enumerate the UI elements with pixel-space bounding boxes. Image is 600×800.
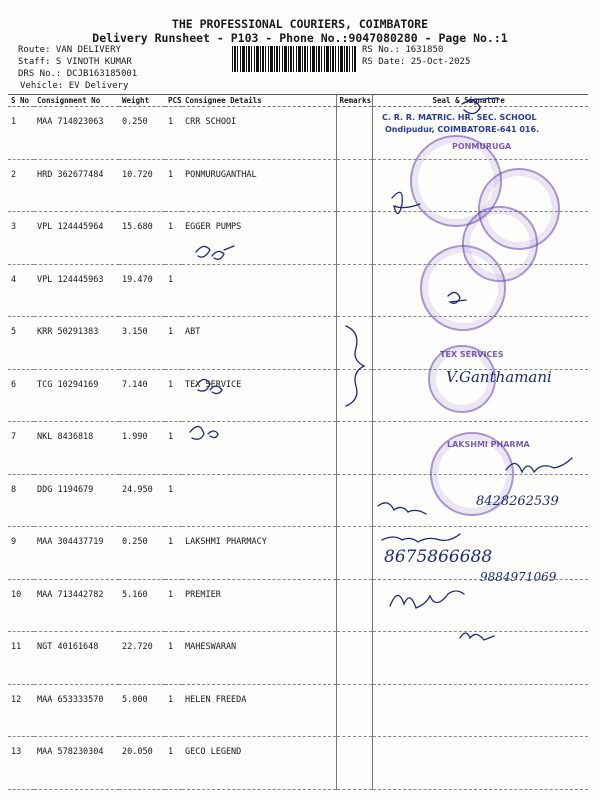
cell-consignment: DDG 1194679: [34, 474, 119, 527]
cell-consignee: PREMIER: [182, 579, 336, 632]
route-label: Route: VAN DELIVERY: [18, 45, 121, 55]
cell-weight: 15.680: [119, 212, 165, 265]
cell-weight: 5.000: [119, 684, 165, 737]
cell-seal: [372, 632, 588, 685]
stamp-lakshmi-text: LAKSHMI PHARMA: [447, 440, 530, 449]
cell-weight: 7.140: [119, 369, 165, 422]
school-seal-line2: Ondipudur, COIMBATORE-641 016.: [385, 125, 540, 134]
cell-pcs: 1: [165, 684, 182, 737]
cell-pcs: 1: [165, 212, 182, 265]
signature-vg: V.Ganthamani: [446, 368, 552, 386]
cell-sno: 9: [8, 527, 34, 580]
cell-consignee: HELEN FREEDA: [182, 684, 336, 737]
cell-sno: 10: [8, 579, 34, 632]
cell-weight: 5.160: [119, 579, 165, 632]
cell-consignment: KRR 50291383: [34, 317, 119, 370]
cell-consignment: NGT 40161648: [34, 632, 119, 685]
cell-remarks: [336, 264, 372, 317]
cell-consignment: TCG 10294169: [34, 369, 119, 422]
cell-pcs: 1: [165, 632, 182, 685]
cell-sno: 6: [8, 369, 34, 422]
vehicle-label: Vehicle: EV Delivery: [20, 81, 129, 91]
cell-sno: 12: [8, 684, 34, 737]
runsheet-subtitle: Delivery Runsheet - P103 - Phone No.:9047080280 - Page No.:1: [92, 31, 508, 45]
cell-pcs: 1: [165, 159, 182, 212]
cell-remarks: [336, 317, 372, 370]
cell-weight: 10.720: [119, 159, 165, 212]
cell-sno: 2: [8, 159, 34, 212]
cell-remarks: [336, 107, 372, 160]
table-row: [8, 317, 588, 370]
cell-consignment: VPL 124445964: [34, 212, 119, 265]
cell-pcs: 1: [165, 369, 182, 422]
cell-pcs: 1: [165, 422, 182, 475]
school-seal-line1: C. R. R. MATRIC. HR. SEC. SCHOOL: [382, 113, 537, 122]
cell-consignee: GECO LEGEND: [182, 737, 336, 790]
drs-label: DRS No.: DCJB163185001: [18, 69, 138, 79]
cell-consignment: HRD 362677484: [34, 159, 119, 212]
staff-label: Staff: S VINOTH KUMAR: [18, 57, 132, 67]
cell-sno: 1: [8, 107, 34, 160]
table-row: [8, 737, 588, 790]
cell-sno: 11: [8, 632, 34, 685]
cell-consignment: MAA 714023063: [34, 107, 119, 160]
cell-remarks: [336, 684, 372, 737]
table-row: [8, 632, 588, 685]
stamp-ponmuruga-text: PONMURUGA: [452, 142, 512, 151]
cell-sno: 13: [8, 737, 34, 790]
cell-pcs: 1: [165, 317, 182, 370]
table-row: [8, 684, 588, 737]
cell-consignee: MAHESWARAN: [182, 632, 336, 685]
cell-consignment: MAA 304437719: [34, 527, 119, 580]
cell-remarks: [336, 527, 372, 580]
cell-sno: 5: [8, 317, 34, 370]
stamp-tex-text: TEX SERVICES: [440, 350, 504, 359]
cell-consignee: [182, 474, 336, 527]
cell-consignment: MAA 578230304: [34, 737, 119, 790]
col-consignment: Consignment No: [34, 95, 119, 107]
cell-consignee: [182, 422, 336, 475]
rs-number: RS No.: 1631850: [362, 45, 444, 55]
cell-seal: [372, 579, 588, 632]
cell-pcs: 1: [165, 264, 182, 317]
col-pcs: PCS: [165, 95, 182, 107]
cell-consignee: [182, 264, 336, 317]
cell-seal: [372, 684, 588, 737]
cell-sno: 4: [8, 264, 34, 317]
cell-consignee: TEX SERVICE: [182, 369, 336, 422]
cell-weight: 0.250: [119, 107, 165, 160]
cell-pcs: 1: [165, 737, 182, 790]
cell-weight: 24.950: [119, 474, 165, 527]
stamp-abt: [420, 245, 506, 331]
cell-seal: [372, 737, 588, 790]
cell-remarks: [336, 632, 372, 685]
cell-consignment: VPL 124445963: [34, 264, 119, 317]
handwritten-phone-1: 8428262539: [476, 494, 559, 509]
cell-sno: 7: [8, 422, 34, 475]
cell-weight: 1.990: [119, 422, 165, 475]
cell-consignment: MAA 713442782: [34, 579, 119, 632]
cell-weight: 0.250: [119, 527, 165, 580]
cell-weight: 3.150: [119, 317, 165, 370]
cell-consignee: ABT: [182, 317, 336, 370]
cell-pcs: 1: [165, 579, 182, 632]
cell-pcs: 1: [165, 527, 182, 580]
cell-consignee: LAKSHMI PHARMACY: [182, 527, 336, 580]
cell-remarks: [336, 159, 372, 212]
rs-date: RS Date: 25-Oct-2025: [362, 57, 471, 67]
cell-weight: 22.720: [119, 632, 165, 685]
cell-sno: 8: [8, 474, 34, 527]
col-remarks: Remarks: [336, 95, 372, 107]
cell-pcs: 1: [165, 107, 182, 160]
cell-consignee: PONMURUGANTHAL: [182, 159, 336, 212]
cell-remarks: [336, 212, 372, 265]
cell-consignment: NKL 8436818: [34, 422, 119, 475]
cell-weight: 20.050: [119, 737, 165, 790]
cell-consignee: EGGER PUMPS: [182, 212, 336, 265]
cell-remarks: [336, 579, 372, 632]
cell-remarks: [336, 474, 372, 527]
col-seal: Seal & Signature: [372, 95, 588, 107]
cell-remarks: [336, 369, 372, 422]
cell-consignee: CRR SCHOOI: [182, 107, 336, 160]
table-row: [8, 579, 588, 632]
col-weight: Weight: [119, 95, 165, 107]
table-header-row: [8, 95, 588, 107]
handwritten-phone-2: 8675866688: [384, 547, 493, 567]
cell-remarks: [336, 737, 372, 790]
cell-consignment: MAA 653333570: [34, 684, 119, 737]
cell-weight: 19.470: [119, 264, 165, 317]
company-title: THE PROFESSIONAL COURIERS, COIMBATORE: [171, 17, 429, 31]
handwritten-phone-3: 9884971069: [480, 570, 557, 584]
cell-pcs: 1: [165, 474, 182, 527]
cell-sno: 3: [8, 212, 34, 265]
cell-remarks: [336, 422, 372, 475]
col-consignee: Consignee Details: [182, 95, 336, 107]
barcode: [232, 46, 356, 72]
col-sno: S No: [8, 95, 34, 107]
